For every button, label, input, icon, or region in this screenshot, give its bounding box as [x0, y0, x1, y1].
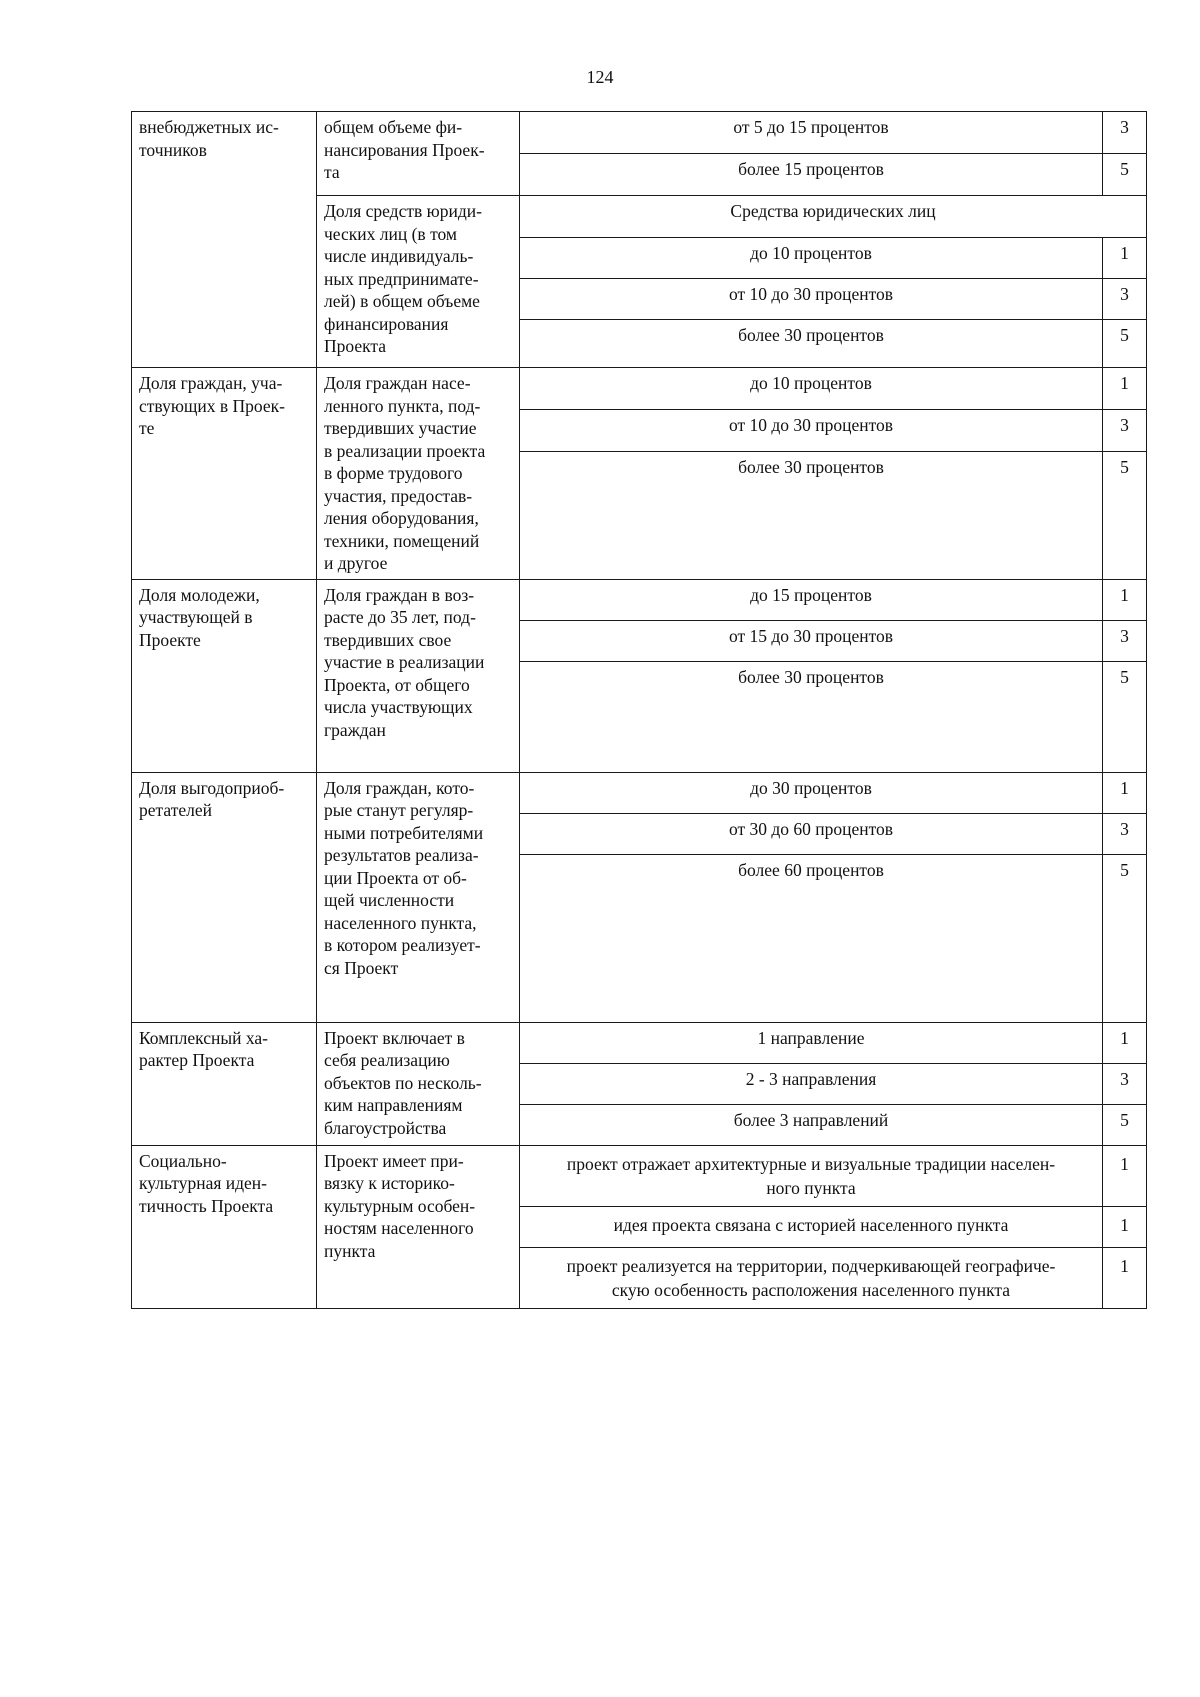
score-cell: 5 [1103, 1104, 1147, 1145]
option-cell: 2 - 3 направления [520, 1063, 1103, 1104]
option-cell: проект реализуется на территории, подчеркивающей географиче- скую особенность расположения населенного пункта [520, 1247, 1103, 1308]
option-cell: более 60 процентов [520, 854, 1103, 1022]
table-row [132, 579, 1147, 620]
indicator-cell: Доля граждан, кото- рые станут регуляр- ными потребителями результатов реализа- ции Проекта от об- щей численности населенного пункта, в котором реализует- ся Проект [317, 772, 520, 1022]
option-cell: от 5 до 15 процентов [520, 112, 1103, 154]
criterion-cell: внебюджетных ис- точников [132, 112, 317, 368]
score-cell: 3 [1103, 279, 1147, 320]
criteria-table-body [132, 112, 1147, 1309]
score-cell: 5 [1103, 154, 1147, 196]
option-cell: проект отражает архитектурные и визуальные традиции населен- ного пункта [520, 1145, 1103, 1206]
table-row [132, 1022, 1147, 1063]
score-cell: 5 [1103, 854, 1147, 1022]
option-cell: до 15 процентов [520, 579, 1103, 620]
option-cell: от 15 до 30 процентов [520, 620, 1103, 661]
criterion-cell: Комплексный ха- рактер Проекта [132, 1022, 317, 1145]
criteria-table [131, 111, 1147, 1309]
score-cell: 5 [1103, 452, 1147, 579]
indicator-cell: Доля средств юриди- ческих лиц (в том числе индивидуаль- ных предпринимате- лей) в общем объеме финансирования Проекта [317, 196, 520, 368]
option-cell: более 30 процентов [520, 320, 1103, 368]
indicator-cell: Проект включает в себя реализацию объектов по несколь- ким направлениям благоустройства [317, 1022, 520, 1145]
indicator-cell: Проект имеет при- вязку к историко- культурным особен- ностям населенного пункта [317, 1145, 520, 1308]
option-cell: более 30 процентов [520, 452, 1103, 579]
option-cell: от 30 до 60 процентов [520, 813, 1103, 854]
criterion-cell: Социально- культурная иден- тичность Проекта [132, 1145, 317, 1308]
indicator-cell: Доля граждан насе- ленного пункта, под- твердивших участие в реализации проекта в форме трудового участия, предостав- ления оборудования, техники, помещений и другое [317, 368, 520, 580]
score-cell: 5 [1103, 661, 1147, 772]
score-cell: 3 [1103, 813, 1147, 854]
score-cell: 1 [1103, 368, 1147, 410]
score-cell: 3 [1103, 1063, 1147, 1104]
score-cell: 1 [1103, 772, 1147, 813]
score-cell: 1 [1103, 1247, 1147, 1308]
subheader-cell: Средства юридических лиц [520, 196, 1147, 238]
indicator-cell: Доля граждан в воз- расте до 35 лет, под- твердивших свое участие в реализации Проекта, от общего числа участвующих граждан [317, 579, 520, 772]
table-row [132, 1145, 1147, 1206]
table-row [132, 112, 1147, 154]
table-row [132, 368, 1147, 410]
option-cell: 1 направление [520, 1022, 1103, 1063]
option-cell: более 3 направлений [520, 1104, 1103, 1145]
table-row [132, 772, 1147, 813]
option-cell: до 30 процентов [520, 772, 1103, 813]
page-number: 124 [586, 67, 614, 87]
criterion-cell: Доля выгодоприоб- ретателей [132, 772, 317, 1022]
criterion-cell: Доля граждан, уча- ствующих в Проек- те [132, 368, 317, 580]
score-cell: 1 [1103, 579, 1147, 620]
option-cell: от 10 до 30 процентов [520, 410, 1103, 452]
score-cell: 1 [1103, 1206, 1147, 1247]
score-cell: 1 [1103, 1022, 1147, 1063]
score-cell: 3 [1103, 620, 1147, 661]
score-cell: 5 [1103, 320, 1147, 368]
score-cell: 1 [1103, 238, 1147, 279]
score-cell: 3 [1103, 410, 1147, 452]
option-cell: до 10 процентов [520, 238, 1103, 279]
criterion-cell: Доля молодежи, участвующей в Проекте [132, 579, 317, 772]
option-cell: более 30 процентов [520, 661, 1103, 772]
option-cell: более 15 процентов [520, 154, 1103, 196]
option-cell: до 10 процентов [520, 368, 1103, 410]
option-cell: от 10 до 30 процентов [520, 279, 1103, 320]
score-cell: 1 [1103, 1145, 1147, 1206]
indicator-cell: общем объеме фи- нансирования Проек- та [317, 112, 520, 196]
option-cell: идея проекта связана с историей населенного пункта [520, 1206, 1103, 1247]
score-cell: 3 [1103, 112, 1147, 154]
